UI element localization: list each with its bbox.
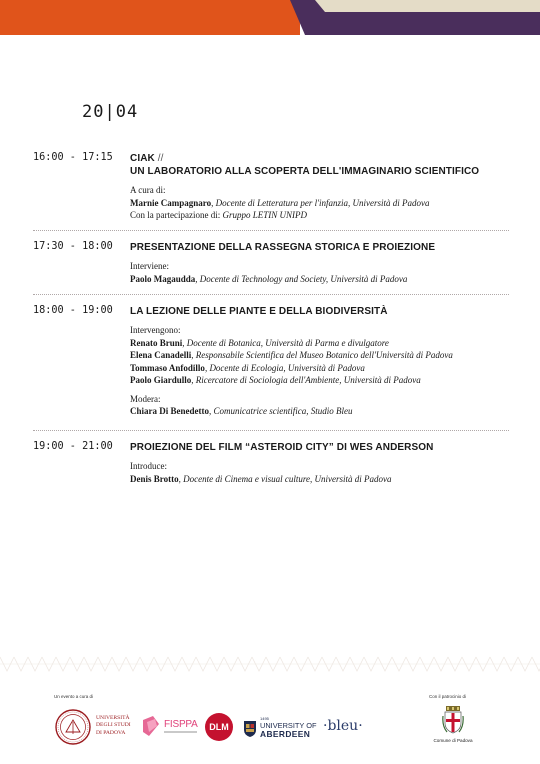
divider	[33, 294, 509, 295]
speaker-role: , Responsabile Scientifica del Museo Botanico dell'Università di Padova	[191, 350, 453, 360]
dlm-text: DLM	[209, 722, 229, 732]
role-label: Interviene:	[130, 261, 169, 271]
title-slash: //	[154, 153, 164, 164]
header-decoration	[0, 0, 540, 35]
participation	[130, 209, 510, 222]
role-label: A cura di:	[130, 185, 166, 195]
aberdeen-logo	[243, 716, 318, 740]
participation-label: Con la partecipazione di:	[130, 210, 223, 220]
event-date: 20|04	[82, 102, 139, 122]
divider	[33, 430, 509, 431]
speaker	[130, 362, 510, 375]
unipd-seal-icon	[54, 708, 92, 746]
speaker-name: Tommaso Anfodillo	[130, 362, 205, 373]
fisppa-mark-icon	[143, 716, 159, 736]
role-label: Intervengono:	[130, 325, 181, 335]
speaker	[130, 197, 510, 210]
unipd-line1: UNIVERSITÀ	[96, 715, 130, 721]
role-label: Modera:	[130, 393, 161, 404]
organized-by-label: Un evento a cura di	[54, 694, 94, 699]
session-time: 19:00 - 21:00	[33, 441, 113, 452]
session-time: 17:30 - 18:00	[33, 241, 113, 252]
bleu-logo: ·bleu·	[323, 718, 363, 734]
speaker	[130, 273, 510, 286]
speaker	[130, 473, 510, 486]
speaker-name: Renato Bruni	[130, 337, 183, 348]
participation-group: Gruppo LETIN UNIPD	[222, 210, 307, 220]
speaker-name: Denis Brotto	[130, 473, 179, 484]
dlm-logo	[205, 713, 233, 741]
session-title: LA LEZIONE DELLE PIANTE E DELLA BIODIVERSITÀ	[130, 306, 388, 317]
speaker-name: Paolo Magaudda	[130, 273, 196, 284]
fisppa-subline	[164, 731, 197, 733]
speaker-role: , Docente di Cinema e visual culture, Università di Padova	[178, 473, 392, 484]
aberdeen-year: 1495	[260, 716, 269, 721]
speaker	[130, 337, 510, 350]
comune-padova-logo	[431, 706, 475, 746]
session-time: 18:00 - 19:00	[33, 305, 113, 316]
aberdeen-line2: ABERDEEN	[260, 729, 311, 739]
comune-text: Comune di Padova	[433, 738, 473, 743]
session-title: PROIEZIONE DEL FILM “ASTEROID CITY” DI WES ANDERSON	[130, 442, 434, 453]
moderator	[130, 405, 510, 418]
speaker	[130, 349, 510, 362]
divider	[33, 230, 509, 231]
speaker-role: , Docente di Ecologia, Università di Padova	[204, 362, 365, 373]
aberdeen-line1: UNIVERSITY OF	[260, 721, 317, 730]
moderator-name: Chiara Di Benedetto	[130, 406, 209, 416]
session-title-line1	[130, 152, 510, 165]
speaker	[130, 374, 510, 387]
speaker-role: , Ricercatore di Sociologia dell'Ambiente, Università di Padova	[191, 375, 421, 385]
padova-coat-of-arms-icon	[442, 706, 464, 734]
session-title: PRESENTAZIONE DELLA RASSEGNA STORICA E PROIEZIONE	[130, 242, 436, 253]
aberdeen-shield-icon	[243, 720, 257, 738]
speaker-role: , Docente di Botanica, Università di Parma e divulgatore	[182, 337, 389, 348]
speaker-name: Paolo Giardullo	[130, 375, 192, 385]
session-title: UN LABORATORIO ALLA SCOPERTA DELL'IMMAGINARIO SCIENTIFICO	[130, 166, 480, 177]
session-title-prefix: CIAK	[130, 153, 155, 164]
moderator-role: , Comunicatrice scientifica, Studio Bleu	[209, 406, 353, 416]
speaker-role: , Docente di Letteratura per l'infanzia, Università di Padova	[211, 197, 430, 208]
patronage-label: Con il patrocinio di	[429, 694, 467, 699]
speaker-name: Elena Canadelli	[130, 350, 192, 360]
unipd-line3: DI PADOVA	[96, 729, 126, 736]
speaker-role: , Docente di Technology and Society, Università di Padova	[195, 273, 408, 284]
unipd-line2: DEGLI STUDI	[96, 722, 131, 729]
speaker-name: Marnie Campagnaro	[130, 197, 212, 208]
unipd-logo	[54, 708, 140, 746]
fisppa-text: FISPPA	[164, 719, 198, 730]
session-time: 16:00 - 17:15	[33, 152, 113, 163]
footer-decoration	[0, 655, 540, 673]
role-label: Introduce:	[130, 461, 167, 471]
fisppa-logo	[143, 716, 198, 738]
